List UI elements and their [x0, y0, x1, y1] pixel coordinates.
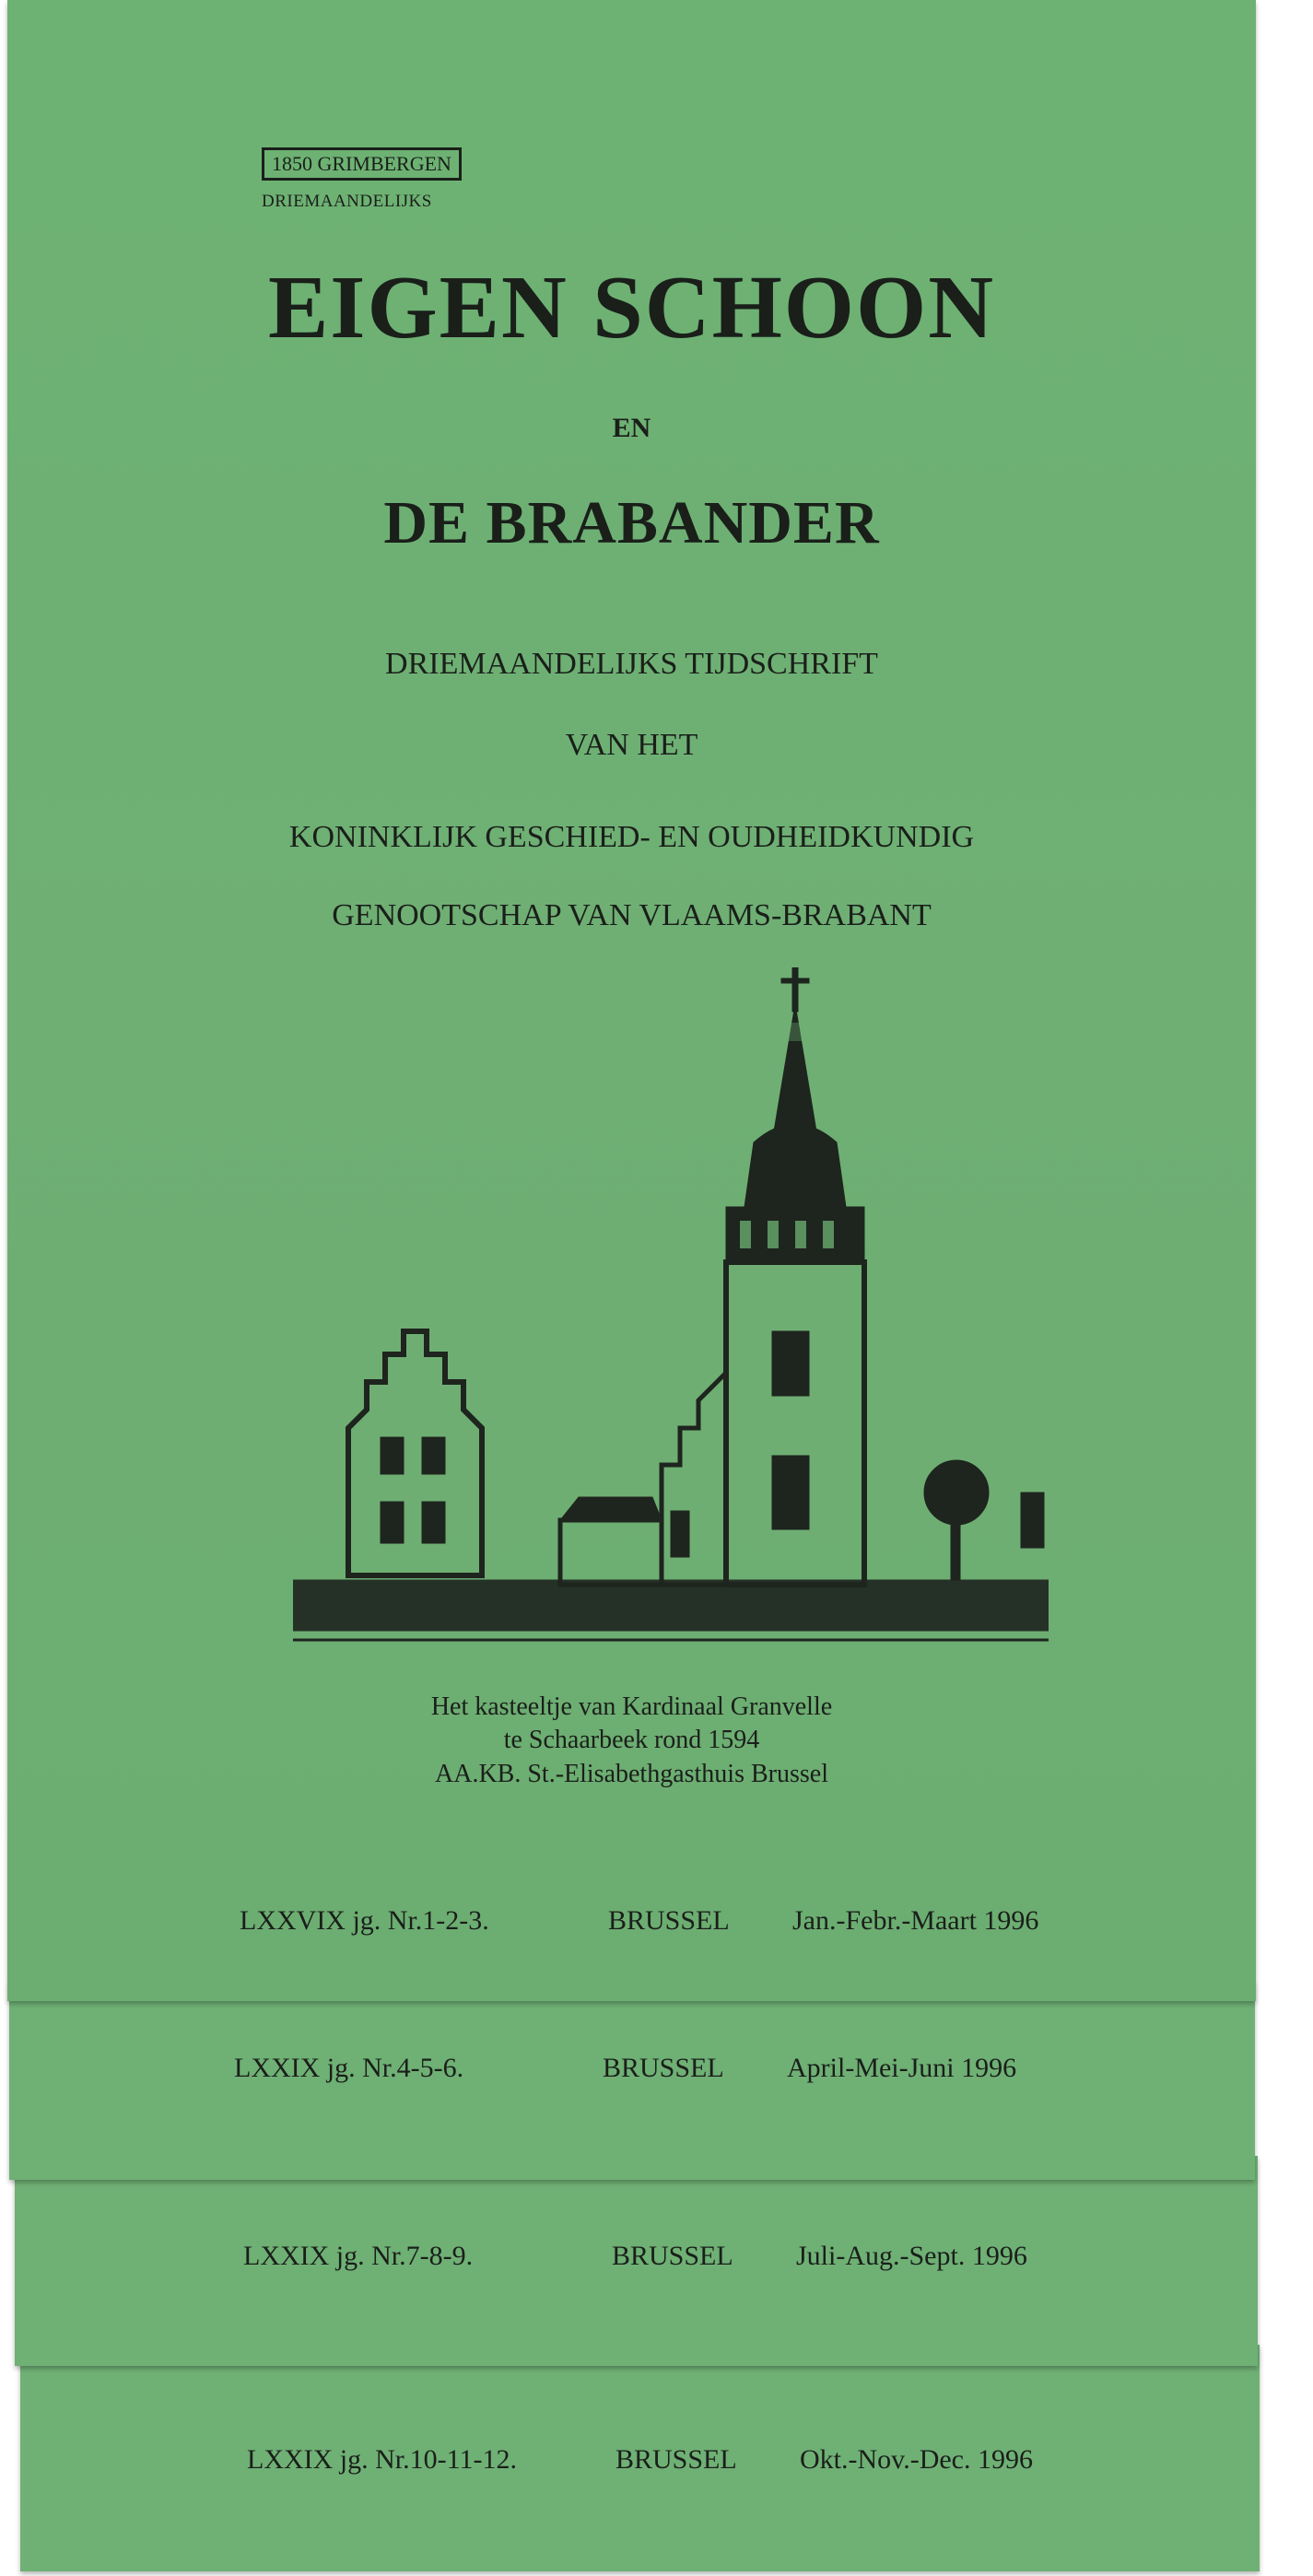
issue-city: BRUSSEL [612, 2241, 733, 2271]
issue-meta [247, 2444, 1033, 2476]
issue-volume: LXXVIX jg. Nr.1-2-3. [240, 1905, 489, 1936]
issue-period: April-Mei-Juni 1996 [787, 2053, 1017, 2083]
issue-period: Jan.-Febr.-Maart 1996 [792, 1905, 1039, 1936]
issue-meta [243, 2241, 1027, 2272]
caption-line-1: Het kasteeltje van Kardinaal Granvelle [430, 1692, 833, 1721]
issue-volume: LXXIX jg. Nr.4-5-6. [234, 2053, 464, 2083]
issue-volume: LXXIX jg. Nr.7-8-9. [243, 2241, 474, 2271]
issue-volume: LXXIX jg. Nr.10-11-12. [247, 2444, 518, 2475]
cover-line-4: GENOOTSCHAP VAN VLAAMS-BRABANT [332, 898, 932, 932]
cover-subtitle: DE BRABANDER [383, 489, 880, 556]
issue-period: Juli-Aug.-Sept. 1996 [796, 2241, 1027, 2271]
issue-meta [234, 2053, 1016, 2084]
issue-city: BRUSSEL [603, 2053, 724, 2083]
issue-cover-3 [15, 2156, 1258, 2366]
illustration-caption [7, 1691, 1256, 1791]
cover-line-2: VAN HET [565, 728, 698, 762]
cover-line-1: DRIEMAANDELIJKS TIJDSCHRIFT [385, 647, 878, 681]
cover-title: EIGEN SCHOON [267, 258, 996, 357]
caption-line-3: AA.KB. St.-Elisabethgasthuis Brussel [435, 1759, 828, 1788]
stamp-box: 1850 GRIMBERGEN [262, 147, 462, 181]
issue-city: BRUSSEL [615, 2444, 737, 2475]
issue-cover-4 [20, 2345, 1260, 2571]
issue-cover-2 [9, 1981, 1255, 2180]
issue-period: Okt.-Nov.-Dec. 1996 [800, 2444, 1033, 2475]
issue-cover-1 [7, 0, 1256, 2001]
cover-conjunction: EN [612, 413, 651, 443]
issue-city: BRUSSEL [608, 1905, 730, 1936]
castle-and-church-tower-drawing-icon [293, 967, 1049, 1649]
stamp-subtitle: DRIEMAANDELIJKS [262, 192, 432, 211]
issue-meta [240, 1905, 1038, 1937]
cover-line-3: KONINKLIJK GESCHIED- EN OUDHEIDKUNDIG [288, 820, 975, 854]
caption-line-2: te Schaarbeek rond 1594 [503, 1726, 760, 1755]
